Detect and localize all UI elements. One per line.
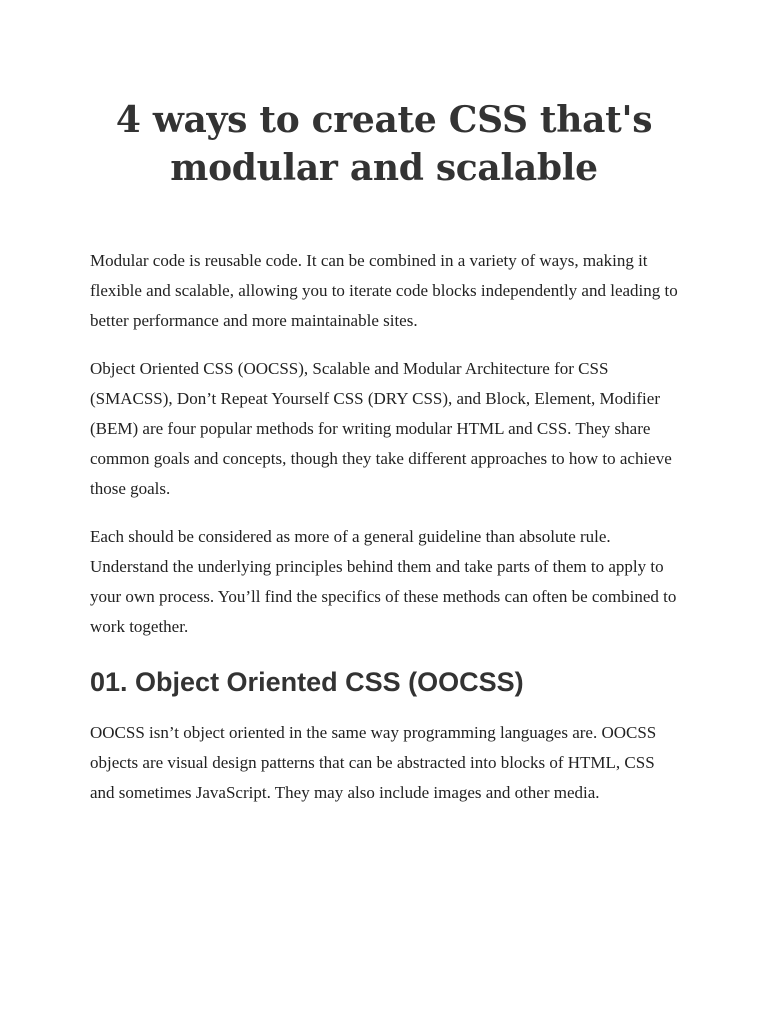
article-title: 4 ways to create CSS that's modular and scalable	[115, 99, 653, 189]
intro-paragraph: Modular code is reusable code. It can be combined in a variety of ways, making it flexible and scalable, allowing you to iterate code blocks independently and leading to better performance and more maintainable sites.	[90, 251, 678, 330]
section-heading-oocss: 01. Object Oriented CSS (OOCSS)	[90, 667, 524, 697]
intro-paragraph: Object Oriented CSS (OOCSS), Scalable and Modular Architecture for CSS (SMACSS), Don’t Repeat Yourself CSS (DRY CSS), and Block, Element, Modifier (BEM) are four popular methods for writing modular HTML and CSS. They share common goals and concepts, though they take different approaches to how to achieve those goals.	[90, 359, 672, 498]
article-body	[90, 246, 682, 826]
section-paragraph: OOCSS isn’t object oriented in the same way programming languages are. OOCSS objects are visual design patterns that can be abstracted into blocks of HTML, CSS and sometimes JavaScript. They may also include images and other media.	[90, 723, 657, 802]
intro-paragraph: Each should be considered as more of a general guideline than absolute rule. Understand the underlying principles behind them and take parts of them to apply to your own process. You’ll find the specifics of these methods can often be combined to work together.	[90, 527, 677, 636]
